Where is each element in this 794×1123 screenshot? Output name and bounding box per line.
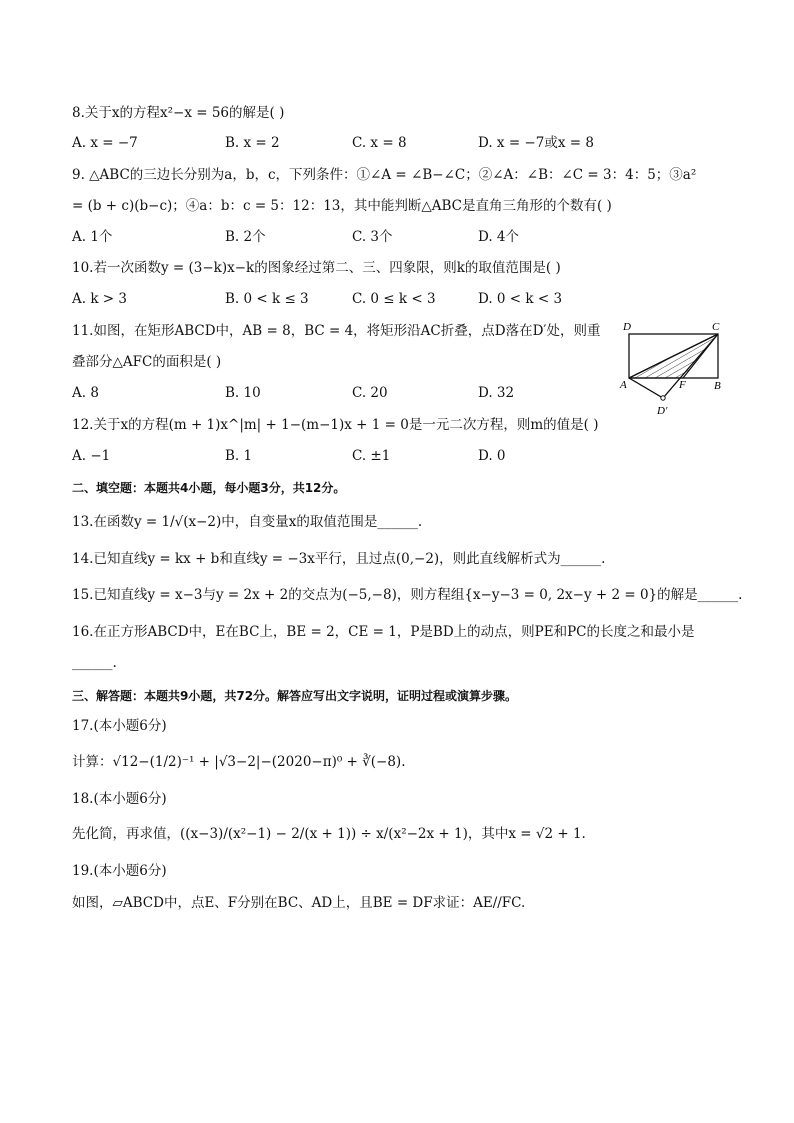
q9-stem-line1: 9. △ABC的三边长分别为a，b，c，下列条件：①∠A = ∠B−∠C；②∠A：∠B：∠C = 3：4：5；③a² (72, 167, 697, 183)
q12-option-b: B. 1 (225, 448, 253, 464)
q19-head: 19.(本小题6分) (72, 863, 167, 879)
q10-stem: 10.若一次函数y = (3−k)x−k的图象经过第二、三、四象限，则k的取值范围是( ) (72, 260, 561, 276)
q11-label-d: D (623, 321, 631, 333)
q11-label-b: B (714, 380, 721, 392)
q17-body: 计算：√12−(1/2)⁻¹ + |√3−2|−(2020−π)⁰ + ∛(−8). (72, 754, 406, 770)
q11-option-b: B. 10 (225, 385, 261, 401)
q12-option-c: C. ±1 (352, 448, 391, 464)
q15-text: 15.已知直线y = x−3与y = 2x + 2的交点为(−5,−8)，则方程组{x−y−3 = 0, 2x−y + 2 = 0}的解是______. (72, 587, 743, 603)
q18-head: 18.(本小题6分) (72, 791, 167, 807)
q11-option-d: D. 32 (478, 385, 515, 401)
q11-stem-line1: 11.如图，在矩形ABCD中，AB = 8，BC = 4，将矩形沿AC折叠，点D落在D′处，则重 (72, 323, 601, 339)
q11-label-dprime: D′ (657, 405, 668, 417)
q19-body: 如图，▱ABCD中，点E、F分别在BC、AD上，且BE = DF求证：AE//FC. (72, 895, 526, 911)
section-solution-heading: 三、解答题：本题共9小题，共72分。解答应写出文字说明，证明过程或演算步骤。 (72, 689, 518, 703)
q17-head: 17.(本小题6分) (72, 718, 167, 734)
q11-option-a: A. 8 (72, 385, 99, 401)
q8-option-a: A. x = −7 (72, 135, 138, 151)
q14-text: 14.已知直线y = kx + b和直线y = −3x平行，且过点(0,−2)，则此直线解析式为______. (72, 551, 606, 567)
q10-option-c: C. 0 ≤ k < 3 (352, 291, 436, 307)
q11-stem-line2: 叠部分△AFC的面积是( ) (72, 354, 222, 370)
q9-option-b: B. 2个 (225, 229, 266, 245)
q9-option-a: A. 1个 (72, 229, 113, 245)
q13-text: 13.在函数y = 1/√(x−2)中，自变量x的取值范围是______. (72, 514, 423, 530)
q8-option-d: D. x = −7或x = 8 (478, 135, 594, 151)
q9-stem-line2: = (b + c)(b−c)；④a：b：c = 5：12：13，其中能判断△ABC是直角三角形的个数有( ) (72, 198, 612, 214)
q10-option-d: D. 0 < k < 3 (478, 291, 563, 307)
q8-stem: 8.关于x的方程x²−x = 56的解是( ) (72, 105, 285, 121)
q11-label-c: C (712, 321, 720, 333)
q12-option-d: D. 0 (478, 448, 506, 464)
q16-line1: 16.在正方形ABCD中，E在BC上，BE = 2，CE = 1，P是BD上的动点，则PE和PC的长度之和最小是 (72, 624, 695, 640)
q11-label-f: F (679, 379, 686, 391)
q8-option-c: C. x = 8 (352, 135, 407, 151)
q11-figure (612, 316, 732, 420)
q16-line2: ______. (72, 655, 117, 671)
q18-body: 先化简，再求值，((x−3)/(x²−1) − 2/(x + 1)) ÷ x/(x²−2x + 1)，其中x = √2 + 1. (72, 826, 586, 842)
q11-label-a: A (620, 379, 627, 391)
q10-option-b: B. 0 < k ≤ 3 (225, 291, 309, 307)
q9-option-d: D. 4个 (478, 229, 520, 245)
q12-option-a: A. −1 (72, 448, 111, 464)
q8-option-b: B. x = 2 (225, 135, 280, 151)
q9-option-c: C. 3个 (352, 229, 393, 245)
q11-option-c: C. 20 (352, 385, 388, 401)
q12-stem: 12.关于x的方程(m + 1)x^|m| + 1−(m−1)x + 1 = 0是一元二次方程，则m的值是( ) (72, 417, 599, 433)
q11-point-dprime (661, 396, 665, 400)
q10-option-a: A. k > 3 (72, 291, 127, 307)
section-fill-in-heading: 二、填空题：本题共4小题，每小题3分，共12分。 (72, 481, 346, 495)
